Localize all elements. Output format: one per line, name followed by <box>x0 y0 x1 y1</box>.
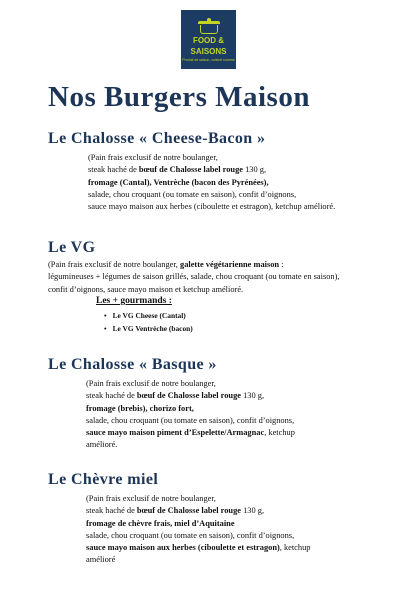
description-line <box>86 378 295 390</box>
description-line <box>86 518 310 530</box>
section-description-cheese-bacon <box>88 152 335 213</box>
text: confit d’oignons, sauce mayo maison et ketchup amélioré. <box>48 284 244 294</box>
description-line <box>88 201 335 213</box>
logo-line-1: FOOD & <box>192 36 225 45</box>
description-line <box>86 439 295 451</box>
bold-text: sauce mayo maison aux herbes (ciboulette et estragon) <box>86 543 280 553</box>
description-line <box>86 415 295 427</box>
bold-text: bœuf de Chalosse label rouge <box>138 165 243 175</box>
description-line <box>88 164 335 176</box>
page-title: Nos Burgers Maison <box>48 81 310 113</box>
bold-text: sauce mayo maison piment d’Espelette/Armagnac <box>86 428 265 438</box>
text: salade, chou croquant (ou tomate en saison), confit d’oignons, <box>86 415 295 425</box>
bold-text: bœuf de Chalosse label rouge <box>136 391 241 401</box>
text: steak haché de <box>86 391 137 401</box>
logo-line-2: SAISONS <box>190 47 227 56</box>
description-line <box>88 177 335 189</box>
section-heading-basque: Le Chalosse « Basque » <box>48 356 217 373</box>
text: amélioré. <box>86 440 118 450</box>
extras-title: Les + gourmands : <box>96 296 172 306</box>
text: , ketchup <box>279 543 311 553</box>
extras-item-vg-cheese: • Le VG Cheese (Cantal) <box>104 310 193 323</box>
section-description-chevre-miel <box>86 493 310 567</box>
text: , ketchup <box>264 428 295 438</box>
text: steak haché de <box>86 506 137 516</box>
description-line <box>86 390 295 402</box>
text: légumineuses + légumes de saison grillés, salade, chou croquant (ou tomate en saison), <box>48 272 340 282</box>
text: (Pain frais exclusif de notre boulanger, <box>86 379 216 388</box>
bold-text: fromage de chèvre frais, miel d’Aquitaine <box>86 518 235 528</box>
bold-text: fromage (brebis), chorizo fort, <box>86 403 194 413</box>
description-line <box>86 542 310 554</box>
text: : <box>279 260 284 269</box>
text: amélioré <box>86 555 116 565</box>
section-description-basque <box>86 378 295 452</box>
description-line <box>86 554 310 566</box>
description-line <box>86 505 310 517</box>
text: 130 g, <box>241 391 265 401</box>
bold-text: bœuf de Chalosse label rouge <box>136 506 241 516</box>
section-heading-cheese-bacon: Le Chalosse « Cheese-Bacon » <box>48 130 266 147</box>
section-description-vg <box>48 259 340 296</box>
text: (Pain frais exclusif de notre boulanger, <box>48 260 180 269</box>
section-heading-chevre-miel: Le Chèvre miel <box>48 471 159 488</box>
text: salade, chou croquant (ou tomate en saison), confit d’oignons, <box>86 530 295 540</box>
description-line <box>88 152 335 164</box>
description-line <box>48 259 340 271</box>
description-line <box>88 189 335 201</box>
text: 130 g, <box>241 506 265 516</box>
description-line <box>86 403 295 415</box>
description-line <box>86 530 310 542</box>
extras-list <box>104 310 193 335</box>
food-saisons-logo <box>181 10 236 69</box>
section-heading-vg: Le VG <box>48 239 96 256</box>
bold-text: fromage (Cantal), Ventrèche (bacon des Pyrénées), <box>88 177 269 187</box>
bold-text: galette végétarienne maison <box>180 260 280 269</box>
text: (Pain frais exclusif de notre boulanger, <box>86 494 216 503</box>
text: steak haché de <box>88 165 139 175</box>
text: sauce mayo maison aux herbes (ciboulette et estragon), ketchup amélioré. <box>88 202 336 212</box>
logo-tagline: Produit de saison, cuisiné comme <box>182 58 235 62</box>
text: 130 g, <box>243 165 267 175</box>
description-line <box>48 271 340 283</box>
pot-icon <box>198 18 220 34</box>
description-line <box>86 493 310 505</box>
description-line <box>48 284 340 296</box>
extras-item-vg-ventreche: • Le VG Ventrèche (bacon) <box>104 323 193 336</box>
description-line <box>86 427 295 439</box>
text: salade, chou croquant (ou tomate en saison), confit d’oignons, <box>88 189 297 199</box>
text: (Pain frais exclusif de notre boulanger, <box>88 153 218 162</box>
